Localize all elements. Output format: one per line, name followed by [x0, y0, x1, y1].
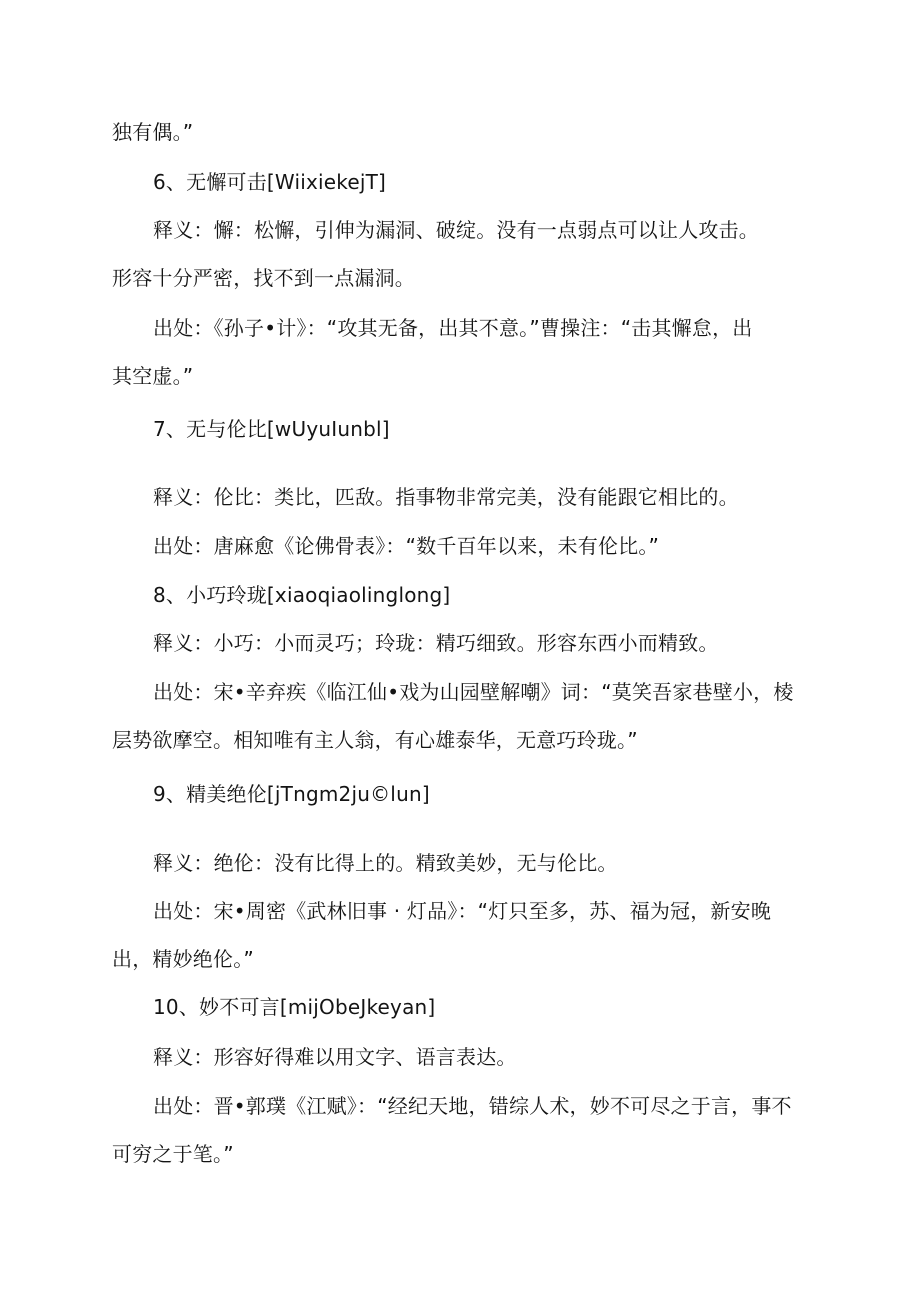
text-line: 独有偶。”: [112, 120, 194, 144]
source-line: 出处：晋•郭璞《江赋》：“经纪天地，错综人术，妙不可尽之于言，事不: [153, 1094, 792, 1118]
definition-line: 释义：伦比：类比，匹敌。指事物非常完美，没有能跟它相比的。: [153, 485, 739, 509]
source-line: 层势欲摩空。相知唯有主人翁，有心雄泰华，无意巧玲珑。”: [112, 728, 638, 752]
source-line: 出处：《孙子•计》：“攻其无备，出其不意。”曹操注：“击其懈怠，出: [153, 316, 753, 340]
entry-heading: 9、精美绝伦[jTngm2ju©lun]: [153, 782, 430, 806]
entry-heading: 7、无与伦比[wUyuIunbl]: [153, 417, 390, 441]
source-line: 可穷之于笔。”: [112, 1142, 234, 1166]
definition-line: 形容十分严密，找不到一点漏洞。: [112, 266, 415, 290]
source-line: 出处：唐麻愈《论佛骨表》：“数千百年以来，未有伦比。”: [153, 534, 660, 558]
source-line: 出，精妙绝伦。”: [112, 947, 254, 971]
definition-line: 释义：懈：松懈，引伸为漏洞、破绽。没有一点弱点可以让人攻击。: [153, 218, 759, 242]
source-line: 其空虚。”: [112, 364, 194, 388]
definition-line: 释义：绝伦：没有比得上的。精致美妙，无与伦比。: [153, 851, 618, 875]
entry-heading: 6、无懈可击[WiixiekejT]: [153, 170, 387, 194]
source-line: 出处：宋•周密《武林旧事 · 灯品》：“灯只至多，苏、福为冠，新安晚: [153, 899, 772, 923]
entry-heading: 10、妙不可言[mijObeJkeyan]: [153, 995, 436, 1019]
definition-line: 释义：小巧：小而灵巧；玲珑：精巧细致。形容东西小而精致。: [153, 631, 719, 655]
definition-line: 释义：形容好得难以用文字、语言表达。: [153, 1045, 517, 1069]
source-line: 出处：宋•辛弃疾《临江仙•戏为山园壁解嘲》词：“莫笑吾家巷壁小，棱: [153, 680, 794, 704]
entry-heading: 8、小巧玲珑[xiaoqiaolinglong]: [153, 583, 451, 607]
